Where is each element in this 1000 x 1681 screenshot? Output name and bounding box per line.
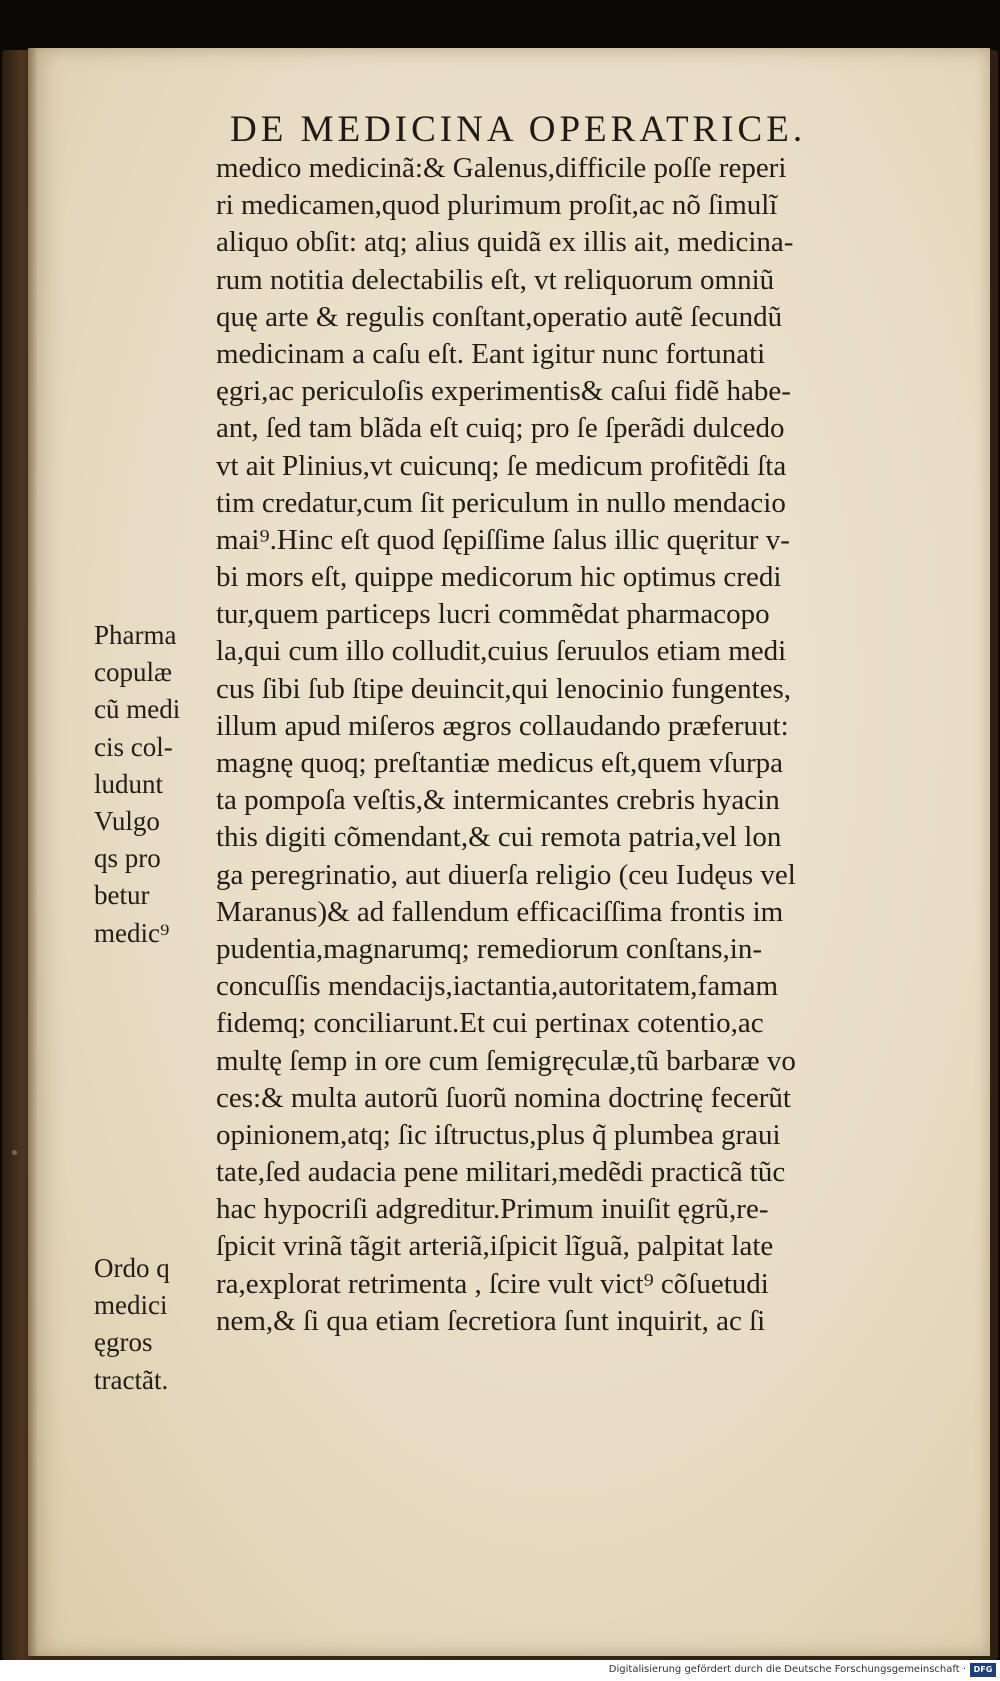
- margin-note-line: copulæ: [94, 657, 172, 688]
- text-line: ces:& multa autorũ ſuorũ nomina doctrinę fecerũt: [216, 1081, 791, 1114]
- text-line: magnę quoq; preſtantiæ medicus eſt,quem vſurpa: [216, 747, 783, 779]
- text-line: mai⁹.Hinc eſt quod ſępiſſime ſalus illic quęritur v-: [216, 523, 790, 556]
- margin-note-pharmacopolae: [94, 617, 214, 803]
- footer-bar: [0, 1660, 1000, 1681]
- margin-note-line: ęgros: [94, 1327, 153, 1358]
- text-line: cus ſibi ſub ſtipe deuincit,qui lenocinio fungentes,: [216, 672, 792, 705]
- text-line: bi mors eſt, quippe medicorum hic optimus credi: [216, 561, 782, 594]
- footer-credit: Digitalisierung gefördert durch die Deutsche Forschungsgemeinschaft ·: [608, 1664, 966, 1675]
- text-line: medicinam a caſu eſt. Eant igitur nunc fortunati: [216, 337, 766, 370]
- text-line: ant, ſed tam blãda eſt cuiq; pro ſe ſperãdi dulcedo: [216, 412, 785, 445]
- text-line: rum notitia delectabilis eſt, vt reliquorum omniũ: [216, 263, 775, 296]
- margin-note-line: medic⁹: [94, 917, 170, 948]
- text-line: medico medicinã:& Galenus,difficile poſſe reperi: [216, 152, 787, 184]
- text-line: la,qui cum illo colludit,cuius ſeruulos etiam medi: [216, 635, 787, 668]
- margin-note-line: ludunt: [94, 768, 164, 799]
- margin-note-line: tractãt.: [94, 1364, 169, 1395]
- margin-note-vulgo: [94, 803, 214, 952]
- page-stain: [12, 1150, 17, 1155]
- text-line: concuſſis mendacijs,iactantia,autoritatem,famam: [216, 970, 779, 1003]
- margin-note-line: medici: [94, 1290, 168, 1321]
- margin-note-line: betur: [94, 880, 150, 911]
- margin-note-line: Pharma: [94, 620, 177, 650]
- text-line: ga peregrinatio, aut diuerſa religio (ceu Iudęus vel: [216, 858, 796, 891]
- text-line: ra,explorat retrimenta , ſcire vult vict⁹ cõſuetudi: [216, 1267, 769, 1300]
- text-line: illum apud miſeros ægros collaudando præferuut:: [216, 709, 789, 742]
- margin-note-line: cũ medi: [94, 694, 181, 725]
- margin-note-line: qs pro: [94, 843, 161, 874]
- text-line: opinionem,atq; ſic iſtructus,plus q̃ plumbea graui: [216, 1118, 781, 1151]
- text-line: tim credatur,cum ſit periculum in nullo mendacio: [216, 486, 786, 519]
- dfg-logo-icon: DFG: [970, 1663, 996, 1677]
- margin-note-line: cis col-: [94, 731, 173, 762]
- margin-note-ordo: [94, 1250, 214, 1399]
- text-line: ſpicit vrinã tãgit arteriã,iſpicit lĩguã, palpitat late: [216, 1230, 774, 1263]
- text-line: ri medicamen,quod plurimum proſit,ac nõ ſimulĩ: [216, 189, 778, 222]
- text-line: nem,& ſi qua etiam ſecretiora ſunt inquirit, ac ſi: [216, 1304, 766, 1337]
- text-line: vt ait Plinius,vt cuicunq; ſe medicum profitẽdi ſta: [216, 449, 787, 482]
- text-line: pudentia,magnarumq; remediorum conſtans,in-: [216, 932, 763, 965]
- text-line: tate,ſed audacia pene militari,medẽdi practicã tũc: [216, 1156, 786, 1189]
- text-line: tur,quem particeps lucri commẽdat pharmacopo: [216, 598, 770, 631]
- text-line: aliquo obſit: atq; alius quidã ex illis ait, medicina-: [216, 226, 794, 259]
- text-line: Maranus)& ad fallendum efficaciſſima frontis im: [216, 895, 784, 928]
- text-line: quę arte & regulis conſtant,operatio autẽ ſecundũ: [216, 300, 783, 333]
- text-line: ęgri,ac periculoſis experimentis& caſui fidẽ habe-: [216, 375, 791, 408]
- running-head: DE MEDICINA OPERATRICE.: [230, 109, 807, 150]
- margin-note-line: Ordo q: [94, 1253, 170, 1283]
- body-text: [216, 150, 936, 1340]
- text-line: ta pompoſa veſtis,& intermicantes crebris hyacin: [216, 784, 780, 817]
- text-line: this digiti cõmendant,& cui remota patria,vel lon: [216, 821, 782, 854]
- margin-note-line: Vulgo: [94, 806, 160, 836]
- text-line: fidemq; conciliarunt.Et cui pertinax cotentio,ac: [216, 1007, 764, 1040]
- text-line: multę ſemp in ore cum ſemigręculæ,tũ barbaræ vo: [216, 1044, 796, 1077]
- page-gutter-shadow: [28, 48, 38, 1656]
- text-line: hac hypocriſi adgreditur.Primum inuiſit ęgrũ,re-: [216, 1193, 769, 1226]
